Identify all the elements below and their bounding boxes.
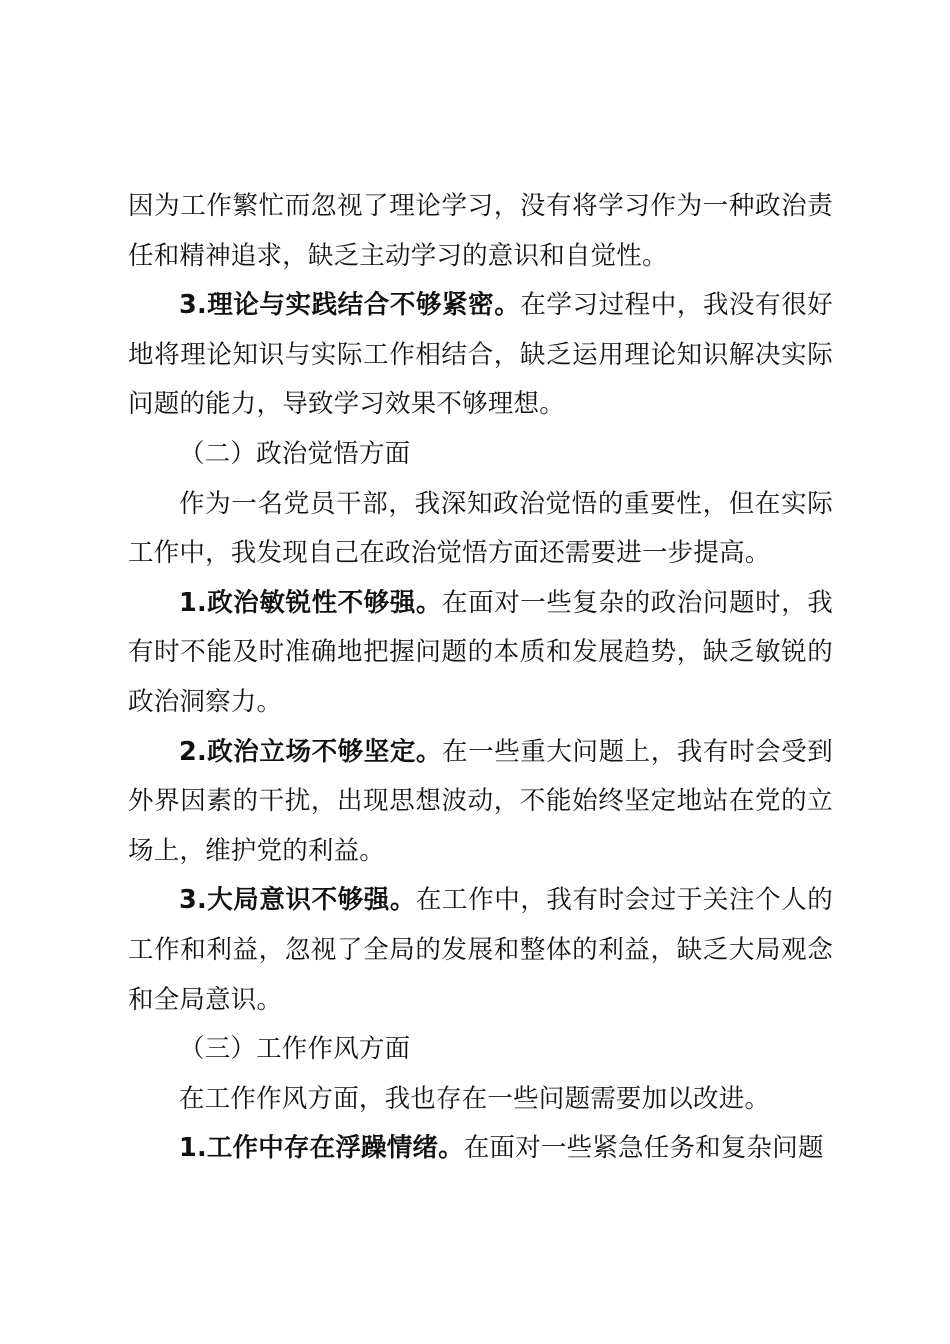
section-heading bbox=[128, 1025, 833, 1075]
paragraph-lead: 3.大局意识不够强。 bbox=[179, 885, 416, 916]
paragraph bbox=[128, 480, 833, 579]
section-heading bbox=[128, 430, 833, 480]
heading-text: （二）政治觉悟方面 bbox=[179, 438, 411, 469]
paragraph-lead: 2.政治立场不够坚定。 bbox=[179, 736, 443, 767]
paragraph-text: 在一些重大问题上，我有时会受到外界因素的干扰，出现思想波动，不能始终坚定地站在党的立场上，维护党的利益。 bbox=[128, 736, 833, 866]
paragraph-text: 在面对一些紧急任务和复杂问题 bbox=[463, 1133, 824, 1164]
paragraph bbox=[128, 1075, 833, 1125]
paragraph-lead: 1.政治敏锐性不够强。 bbox=[179, 587, 443, 618]
paragraph-text: 因为工作繁忙而忽视了理论学习，没有将学习作为一种政治责任和精神追求，缺乏主动学习的意识和自觉性。 bbox=[128, 191, 833, 271]
paragraph-text: 在工作中，我有时会过于关注个人的工作和利益，忽视了全局的发展和整体的利益，缺乏大局观念和全局意识。 bbox=[128, 885, 834, 1015]
paragraph bbox=[128, 281, 833, 430]
paragraph bbox=[128, 182, 833, 281]
paragraph-text: 在学习过程中，我没有很好地将理论知识与实际工作相结合，缺乏运用理论知识解决实际问题的能力，导致学习效果不够理想。 bbox=[128, 290, 834, 420]
paragraph-text: 作为一名党员干部，我深知政治觉悟的重要性，但在实际工作中，我发现自己在政治觉悟方面还需要进一步提高。 bbox=[128, 488, 833, 569]
paragraph-lead: 3.理论与实践结合不够紧密。 bbox=[179, 290, 521, 321]
paragraph-lead: 1.工作中存在浮躁情绪。 bbox=[179, 1133, 464, 1164]
paragraph bbox=[128, 579, 833, 728]
heading-text: （三）工作作风方面 bbox=[179, 1034, 411, 1065]
paragraph bbox=[128, 728, 833, 877]
paragraph bbox=[128, 876, 833, 1025]
paragraph bbox=[128, 1124, 833, 1174]
body-text bbox=[128, 182, 833, 1174]
paragraph-text: 在工作作风方面，我也存在一些问题需要加以改进。 bbox=[179, 1083, 771, 1114]
paragraph-text: 在面对一些复杂的政治问题时，我有时不能及时准确地把握问题的本质和发展趋势，缺乏敏锐的政治洞察力。 bbox=[128, 587, 833, 717]
